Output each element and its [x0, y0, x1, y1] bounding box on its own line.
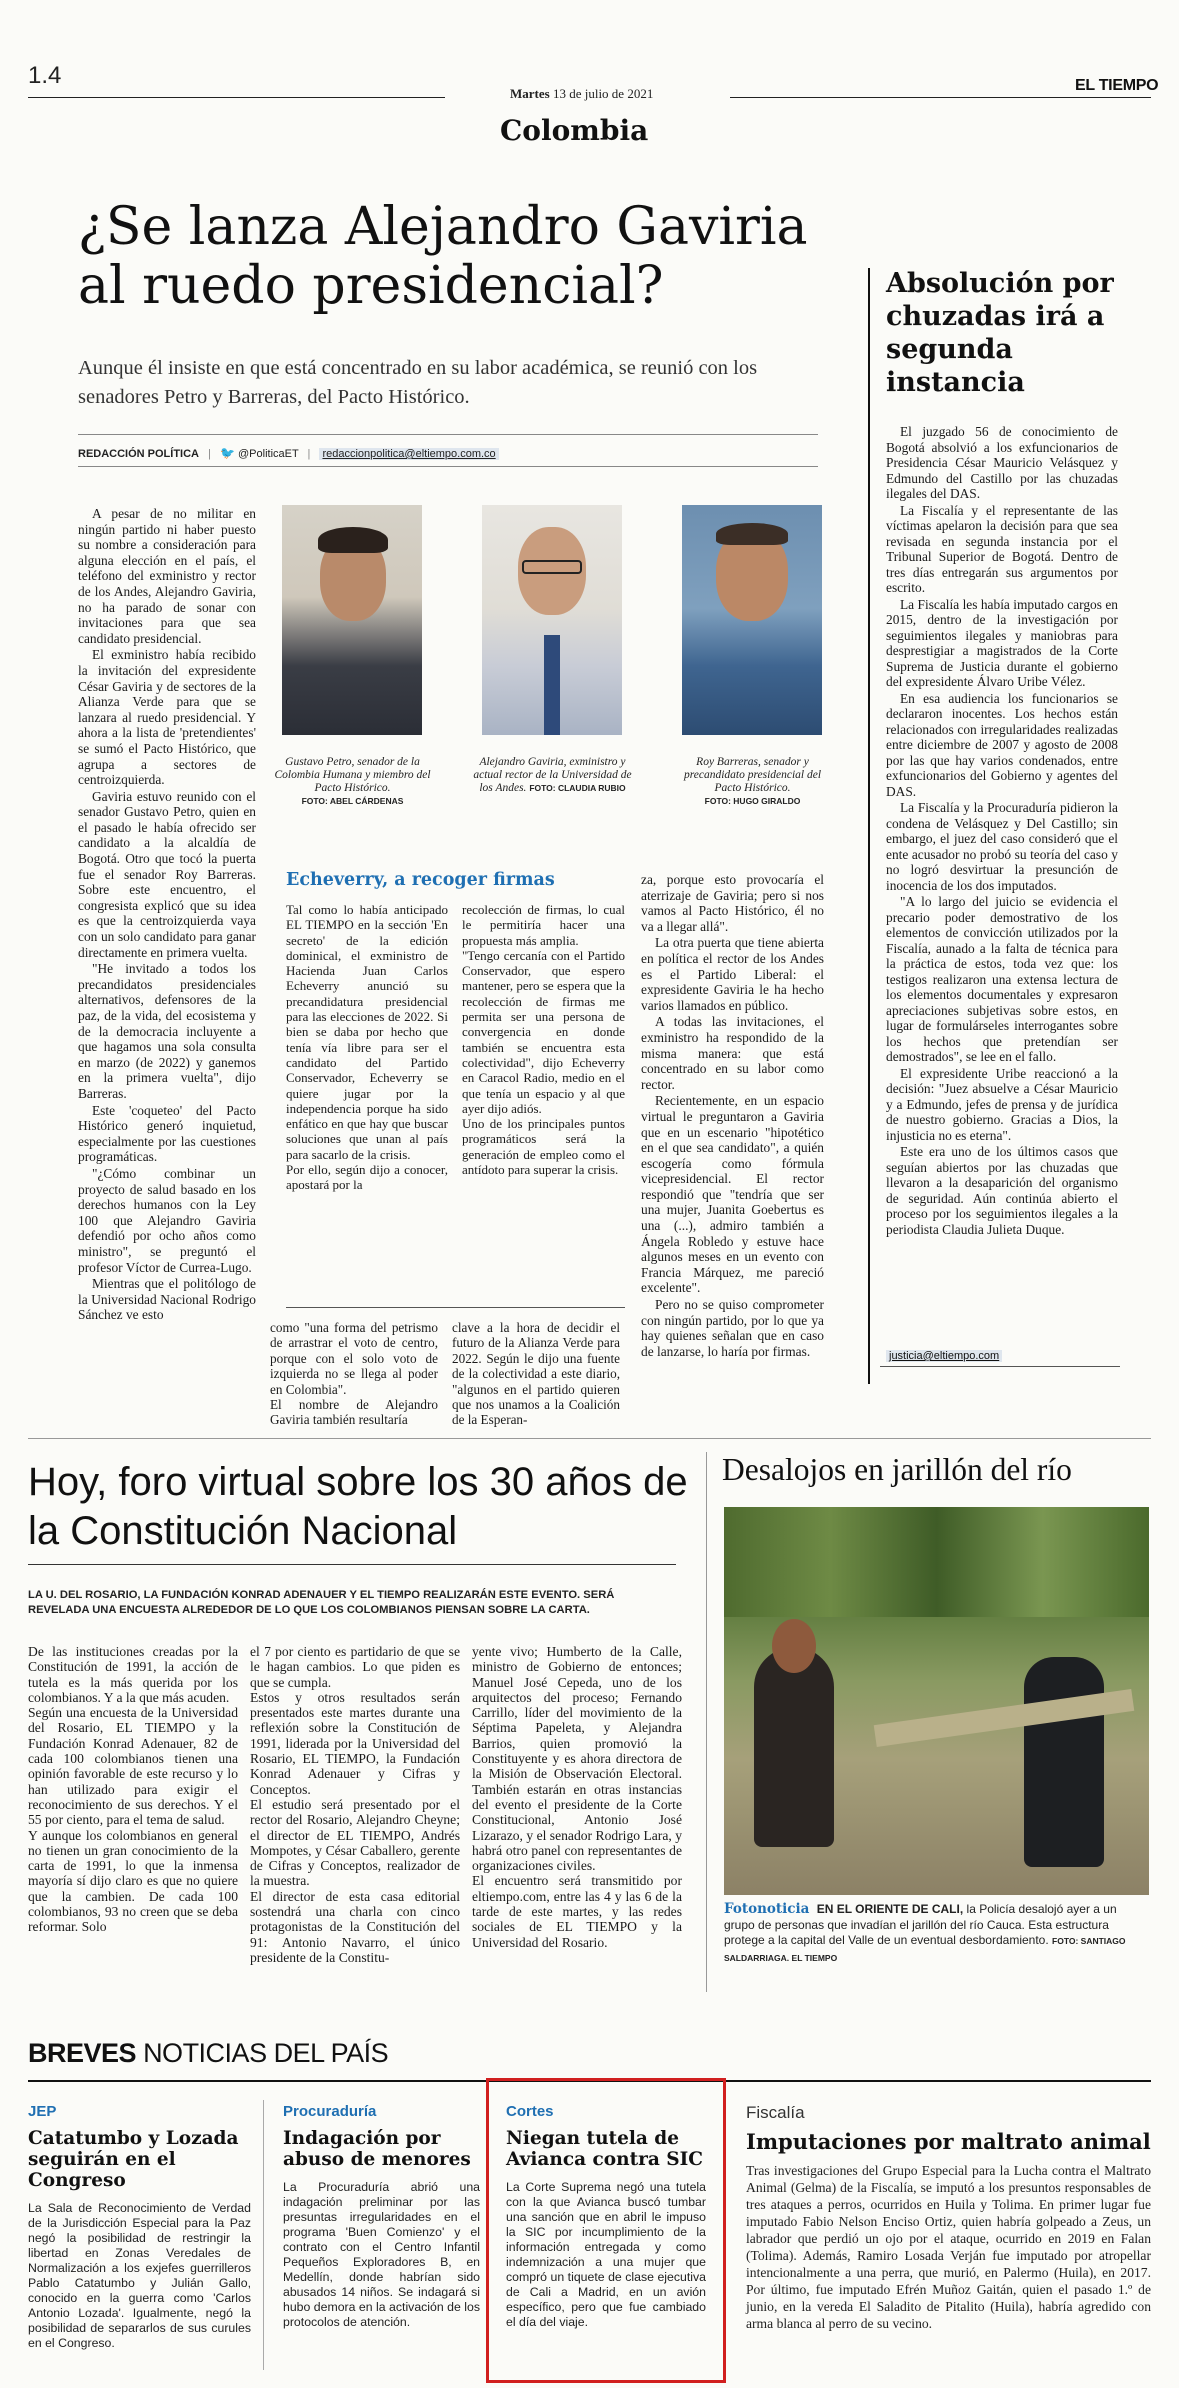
main-col4-p5: Pero no se quiso comprometer con ningún partido, por lo que ya hay quienes señalan que en caso de lanzarse, lo haría por firmas.	[641, 1297, 824, 1359]
right-p5: La Fiscalía y la Procuraduría pidieron la condena de Velásquez y Del Castillo; sin embargo, el juez del caso consideró que el ente acusador no probó su teoría del caso y no logró desvirtuar la presunción de inocencia de los dos imputados.	[886, 800, 1118, 893]
caption-petro-text: Gustavo Petro, senador de la Colombia Humana y miembro del Pacto Histórico.	[274, 756, 431, 794]
breve-cortes-section: Cortes	[506, 2103, 554, 2120]
breve-procuraduria-title: Indagación por abuso de menores	[283, 2128, 471, 2170]
breves-label-light: NOTICIAS DEL PAÍS	[143, 2038, 389, 2068]
byline-bottom-rule	[78, 466, 818, 467]
sidebar-title: Echeverry, a recoger firmas	[286, 870, 555, 890]
caption-gaviria	[470, 756, 635, 795]
photo-news-woman-face	[772, 1619, 816, 1673]
barreras-hair	[716, 523, 788, 545]
right-p8: Este era uno de los últimos casos que seguían abiertos por las chuzadas que llevaron a la desaparición del organismo de seguridad. Aún continúa abierto el proceso por los seguimientos ilegales a la periodista Claudia Julieta Duque.	[886, 1144, 1118, 1237]
caption-barreras	[670, 756, 835, 808]
breve-jep-body: La Sala de Reconocimiento de Verdad de la Jurisdicción Especial para la Paz negó la posibilidad de restringir la libertad en Zonas Veredales de Normalización a los exjefes guerrilleros Pablo Catatumbo y Julián Gallo, conocido en la guerra como 'Carlos Antonio Lozada'. Igualmente, negó la posibilidad de separarlos de sus curules en el Congreso.	[28, 2201, 251, 2350]
right-email-rule	[880, 1366, 1120, 1367]
breve-cortes-body: La Corte Suprema negó una tutela con la que Avianca buscó tumbar una sanción que en abril le impuso la SIC por incumplimiento de la información entregada y como indemnización a una mujer que compró un tiquete de clase ejecutiva de Cali a Madrid, en un avión específico, pero que fue cambiado el día del viaje.	[506, 2180, 706, 2329]
breve-divider-1	[263, 2100, 264, 2370]
breve-fiscalia	[746, 2103, 1151, 2332]
credit-gaviria: FOTO: CLAUDIA RUBIO	[529, 783, 626, 793]
main-body-col1	[78, 506, 256, 1406]
credit-petro: FOTO: ABEL CÁRDENAS	[301, 796, 404, 806]
masthead-rule-right	[730, 97, 1151, 98]
right-headline: Absolución por chuzadas irá a segunda instancia	[886, 268, 1114, 398]
masthead-date	[510, 86, 653, 102]
photo-news-trees	[724, 1507, 1149, 1617]
main-col4-p2: La otra puerta que tiene abierta en política el rector de los Andes es el Partido Liberal: el expresidente Gaviria le ha hecho varios llamados en público.	[641, 935, 824, 1013]
right-p3: La Fiscalía les había imputado cargos en 2015, dentro de la investigación por seguimientos ilegales y maniobras para desprestigiar a magistrados de la Corte Suprema de Justicia durante el gobierno del expresidente Álvaro Uribe Vélez.	[886, 596, 1118, 689]
photo-news-officer	[1024, 1657, 1104, 1867]
photo-news-text: la Policía desalojó ayer a un grupo de personas que invadían el jarillón del río Cauca. Esta estructura protege a la capital del Valle de un eventual desbordamiento.	[724, 1902, 1117, 1947]
forum-deck: LA U. DEL ROSARIO, LA FUNDACIÓN KONRAD ADENAUER Y EL TIEMPO REALIZARÁN ESTE EVENTO. SERÁ REVELADA UNA ENCUESTA ALREDEDOR DE LO QUE LOS COLOMBIANOS PIENSAN SOBRE LA CARTA.	[28, 1589, 615, 1616]
section-title: Colombia	[500, 114, 649, 147]
photo-barreras	[682, 505, 822, 735]
caption-gaviria-text: Alejandro Gaviria, exministro y actual rector de la Universidad de los Andes.	[473, 756, 632, 794]
main-col1-p3: Gaviria estuvo reunido con el senador Gustavo Petro, quien en el pasado le había ofrecido ser candidato a la alcaldía de Bogotá. Otro que tocó la puerta fue el senador Roy Barreras. Sobre este encuentro, el congresista explicó que su idea es que la centroizquierda vaya con un solo candidato para ganar directamente en primera vuelta.	[78, 788, 256, 960]
photo-news-caption	[724, 1902, 1149, 1966]
main-col1-p7: Mientras que el politólogo de la Universidad Nacional Rodrigo Sánchez ve esto	[78, 1276, 256, 1323]
main-headline: ¿Se lanza Alejandro Gaviria al ruedo presidencial?	[78, 197, 808, 316]
credit-barreras: FOTO: HUGO GIRALDO	[704, 796, 801, 806]
main-col1-p6: "¿Cómo combinar un proyecto de salud basado en los derechos humanos con la Ley 100 que Alejandro Gaviria defendió por ocho años como ministro", se preguntó el profesor Víctor de Currea-Lugo.	[78, 1165, 256, 1275]
main-col1-p2: El exministro había recibido la invitación del expresidente César Gaviria y de sectores de la Alianza Verde para que se lanzara al ruedo presidencial. Y ahora a la lista de 'pretendientes' se sumó el Pacto Histórico, que agrupa a sectores de centroizquierda.	[78, 647, 256, 788]
sidebar-col-b: recolección de firmas, lo cual le permitiría hacer una propuesta más amplia. "Tengo cercanía con el Partido Conservador, que espero mantener, pero se espera que la recolección de firmas me permita ser una persona de convergencia en donde también se encuentra esta colectividad", dijo Echeverry en Caracol Radio, medio en el que tenía un espacio y al que ayer dijo adiós. Uno de los principales puntos programáticos será la generación de empleo como el antídoto para superar la crisis.	[462, 902, 625, 1178]
breve-procuraduria-section: Procuraduría	[283, 2103, 377, 2120]
forum-col3: yente vivo; Humberto de la Calle, ministro de Gobierno de entonces; Manuel José Cepeda, uno de los arquitectos del proceso; Fernando Carrillo, líder del movimiento de la Séptima Papeleta, y Alejandra Barrios, quien promovió la Constituyente y es ahora directora de la Misión de Observación Electoral. También estarán en otras instancias del evento el presidente de la Corte Constitucional, Antonio José Lizarazo, y el senador Rodrigo Lara, y habrá otro panel con representantes de organizaciones civiles. El encuentro será transmitido por eltiempo.com, entre las 4 y las 6 de la tarde de este martes, y las redes sociales de EL TIEMPO y la Universidad del Rosario.	[472, 1644, 682, 1950]
photo-news-woman	[754, 1647, 834, 1847]
main-col1-p1: A pesar de no militar en ningún partido ni haber puesto su nombre a consideración para alguna elección en el país, el teléfono del exministro y rector de los Andes, Alejandro Gaviria, no ha parado de sonar con invitaciones para que sea candidato presidencial.	[78, 506, 256, 646]
breves-header	[28, 2038, 388, 2069]
main-col4-p1: za, porque esto provocaría el aterrizaje de Gaviria; pero si nos vamos al Pacto Histórico, él no va a llegar allá".	[641, 872, 824, 934]
main-body-col2: como "una forma del petrismo de arrastrar el voto de centro, porque con el solo voto de izquierda no se llega al poder en Colombia". El nombre de Alejandro Gaviria también resultaría	[270, 1320, 438, 1428]
forum-deck-rule	[28, 1564, 676, 1565]
forum-col1: De las instituciones creadas por la Constitución de 1991, la acción de tutela es la más querida por los colombianos. Y a la que más acuden. Según una encuesta de la Universidad del Rosario, EL TIEMPO y la Fundación Konrad Adenauer, 82 de cada 100 colombianos tienen una opinión favorable de este recurso y lo han utilizado para exigir el reconocimiento de sus derechos. Y el 55 por ciento, para el tema de salud. Y aunque los colombianos en general no tienen un gran conocimiento de la carta de 1991, lo que la inmensa mayoría sí dijo claro es que no quiere que la cambien. De cada 100 colombianos, 93 no creen que se deba reformar. Solo	[28, 1644, 238, 1935]
right-p7: El expresidente Uribe reaccionó a la decisión: "Juez absuelve a César Mauricio y a Edmundo, jefes de prensa y de jurídica de nuestro gobierno. Gracias a Dios, la injusticia no es eterna".	[886, 1065, 1118, 1143]
main-col1-p5: Este 'coqueteo' del Pacto Histórico generó inquietud, especialmente por las cuestiones programáticas.	[78, 1102, 256, 1165]
right-body	[886, 424, 1118, 1346]
byline-sep-2: |	[307, 448, 311, 460]
right-p4: En esa audiencia los funcionarios se declararon inocentes. Los hechos están relacionados con irregularidades realizadas entre diciembre de 2007 y agosto de 2008 por las que hay varios condenados, entre exfuncionarios del Gobierno y agentes del DAS.	[886, 690, 1118, 799]
byline-email[interactable]: redaccionpolitica@eltiempo.com.co	[319, 448, 498, 460]
photo-gaviria	[482, 505, 622, 735]
main-body-col3: clave a la hora de decidir el futuro de la Alianza Verde para 2022. Según le dijo una fuente de la colectividad a este diario, "algunos en el partido quieren que nos unamos a la Coalición de la Esperan-	[452, 1320, 620, 1428]
byline-top-rule	[78, 434, 818, 435]
breve-fiscalia-title: Imputaciones por maltrato animal	[746, 2129, 1151, 2154]
byline-author: REDACCIÓN POLÍTICA	[78, 448, 199, 460]
masthead-date-text: 13 de julio de 2021	[552, 86, 654, 101]
photo-news-headline: Desalojos en jarillón del río	[722, 1452, 1072, 1487]
mid-page-rule	[28, 1438, 1151, 1439]
breve-jep-title: Catatumbo y Lozada seguirán en el Congreso	[28, 2128, 239, 2191]
sidebar-col-a: Tal como lo había anticipado EL TIEMPO en la sección 'En secreto' de la edición dominical, el exministro de Hacienda Juan Carlos Echeverry anunció su precandidatura presidencial para las elecciones de 2022. Si bien se daba por hecho que tenía vía libre para ser el candidato del Partido Conservador, Echeverry se quiere jugar por la independencia porque ha sido enfático en que hay que buscar soluciones que unan al país para sacarlo de la crisis. Por ello, según dijo a conocer, apostará por la	[286, 902, 448, 1193]
right-story-border	[868, 268, 870, 1384]
breve-cortes	[506, 2103, 706, 2330]
breve-jep	[28, 2103, 251, 2351]
photo-news-image	[724, 1507, 1149, 1895]
main-col4-p3: A todas las invitaciones, el exministro ha respondido de la misma manera: que está concentrado en su labor como rector.	[641, 1014, 824, 1092]
page-number: 1.4	[28, 62, 62, 89]
byline-sep-1: |	[208, 448, 211, 460]
breve-procuraduria	[283, 2103, 480, 2330]
right-p6: "A lo largo del juicio se evidencia el precario poder demostrativo de los elementos de convicción utilizados por la Fiscalía, aunado a la falta de técnica para la práctica de estos, toda vez que: los testigos realizaron una extensa lectura de los elementos documentales y expresaron apreciaciones subjetivas sobre estos, en lugar de formulárseles interrogantes sobre los hechos que pretendían ser demostrados", se lee en el fallo.	[886, 894, 1118, 1064]
photo-news-credit: FOTO: SANTIAGO SALDARRIAGA. EL TIEMPO	[724, 1936, 1126, 1963]
right-p1: El juzgado 56 de conocimiento de Bogotá absolvió a los exfuncionarios de Presidencia César Mauricio Velásquez y Edmundo del Castillo por las chuzadas ilegales del DAS.	[886, 424, 1118, 501]
main-deck: Aunque él insiste en que está concentrado en su labor académica, se reunió con los senadores Petro y Barreras, del Pacto Histórico.	[78, 357, 758, 408]
main-col4-p4: Recientemente, en un espacio virtual le preguntaron a Gaviria que en un escenario "hipotético en el que sea candidato", a quién escogería como fórmula vicepresidencial. El rector respondió que "tendría que ser una mujer, Juanita Goebertus es una (...), admiro también a Ángela Robledo y estuve hace algunos meses en un evento con Francia Márquez, me pareció excelente".	[641, 1093, 824, 1296]
breve-fiscalia-section: Fiscalía	[746, 2103, 805, 2122]
photo-news-label: Fotonoticia	[724, 1901, 810, 1917]
main-body-col4	[641, 872, 824, 1446]
right-p2: La Fiscalía y el representante de las víctimas apelaron la decisión para que sea revisada en segunda instancia por el Tribunal Superior de Bogotá. Dentro de tres días entregarán sus argumentos por escrito.	[886, 502, 1118, 595]
forum-col2: el 7 por ciento es partidario de que se le hagan cambios. Lo que piden es que se cumpla. Estos y otros resultados serán presentados este martes durante una reflexión sobre la Constitución de 1991, liderada por la Universidad del Rosario, EL TIEMPO, la Fundación Konrad Adenauer y Cifras y Conceptos. El estudio será presentado por el rector del Rosario, Alejandro Cheyne; el director de EL TIEMPO, Andrés Mompotes, y César Caballero, gerente de Cifras y Conceptos, realizador de la muestra. El director de esta casa editorial sostendrá una charla con cinco protagonistas de la Constitución del 91: Antonio Navarro, el único presidente de la Constitu-	[250, 1644, 460, 1965]
gaviria-glasses	[522, 560, 582, 574]
photo-news-divider	[706, 1452, 707, 1992]
breve-cortes-title: Niegan tutela de Avianca contra SIC	[506, 2128, 704, 2170]
caption-petro	[270, 756, 435, 808]
forum-headline: Hoy, foro virtual sobre los 30 años de la Constitución Nacional	[28, 1460, 688, 1553]
masthead-rule-left	[28, 97, 445, 98]
photo-petro	[282, 505, 422, 735]
breves-label-bold: BREVES	[28, 2038, 137, 2068]
breve-fiscalia-body: Tras investigaciones del Grupo Especial para la Lucha contra el Maltrato Animal (Gelma) de la Fiscalía, se imputó a los presuntos responsables de tres ataques a perros, ocurridos en Huila y Tolima. En primer lugar fue imputado Fabio Nelson Enciso Ortiz, quien habría golpeado a Zeus, un labrador que perdió un ojo por el ataque, ocurrido en 2019 en Falan (Tolima). Además, Ramiro Losada Verján fue imputado por atropellar intencionalmente a una perra, que murió, en Palermo (Huila), en 2017. Por último, fue imputado Efrén Muñoz Gaitán, quien el pasado 1.º de junio, en la vereda El Saladito de Pitalito (Huila), habría agredido con arma blanca al perro de su vecino.	[746, 2163, 1151, 2331]
byline	[78, 446, 499, 460]
breve-procuraduria-body: La Procuraduría abrió una indagación preliminar por las presuntas irregularidades en el programa 'Buen Comienzo' y el contrato con el Centro Infantil Pequeños Exploradores B, en Medellín, donde habrían sido abusados 14 niños. Se indagará si hubo demora en la activación de los protocolos de atención.	[283, 2180, 480, 2329]
main-col1-p4: "He invitado a todos los precandidatos presidenciales alternativos, defensores de la paz, de la vida, del ecosistema y de la democracia incluyente a que hagamos una sola consulta en marzo (de 2022) y ganemos en la primera vuelta", dijo Barreras.	[78, 961, 256, 1101]
caption-barreras-text: Roy Barreras, senador y precandidato presidencial del Pacto Histórico.	[683, 756, 822, 794]
byline-twitter[interactable]: @PoliticaET	[238, 448, 299, 460]
twitter-icon: 🐦	[219, 446, 235, 460]
breve-jep-section: JEP	[28, 2103, 57, 2120]
sidebar-bottom-rule	[286, 1307, 625, 1308]
right-email[interactable]: justicia@eltiempo.com	[886, 1350, 1002, 1362]
photo-news-lead: EN EL ORIENTE DE CALI,	[816, 1902, 964, 1916]
petro-hair	[318, 527, 388, 553]
gaviria-tie	[544, 635, 560, 735]
masthead-brand: EL TIEMPO	[1075, 77, 1159, 94]
masthead-day: Martes	[510, 86, 550, 101]
